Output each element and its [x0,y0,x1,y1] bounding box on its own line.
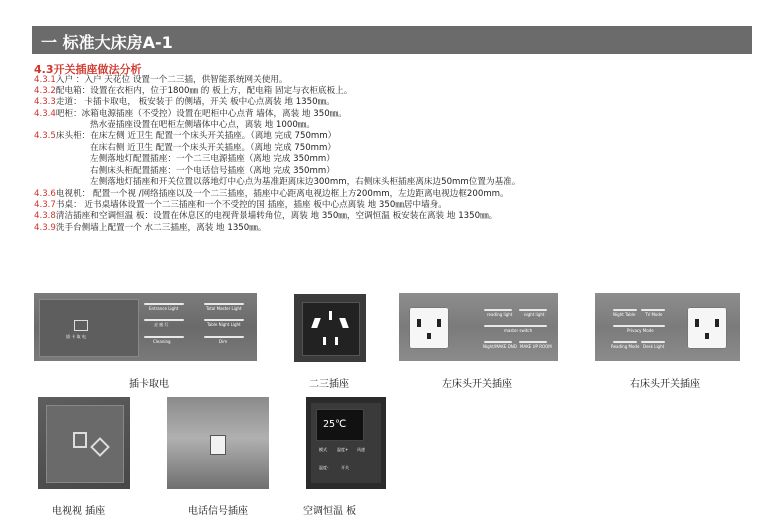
button-label: Cleaning [153,339,171,344]
spec-text: 右侧床头柜配置插座：一个电话信号插座（离地 完成 350mm） [90,166,335,176]
tv-socket-image [38,397,130,489]
thermostat-caption: 空调恒温 板 [303,506,357,517]
spec-line [90,154,335,165]
spec-line [34,223,266,234]
spec-number: 4.3.8 [34,211,56,221]
button-label: Entrance Light [149,306,179,311]
spec-number: 4.3.9 [34,223,56,233]
socket-hole [339,318,349,328]
card-power-caption: 插卡取电 [129,379,169,390]
spec-text: 在床右侧 近卫生 配置一个床头开关插座。（离地 完成 750mm） [90,143,337,153]
card-slot-area [39,299,139,357]
tv-socket-face [46,405,124,483]
button-label: Table Night Light [207,322,241,327]
spec-number: 4.3.3 [34,97,56,107]
socket-hole [715,319,719,327]
button-label: Reading Mode [611,344,640,349]
thermostat-button: 温度- [319,465,329,470]
universal-socket [409,307,449,349]
phone-port [210,435,226,455]
phone-socket-image [167,397,269,489]
spec-number: 4.3.4 [34,109,56,119]
section-title: 4.3开关插座做法分析 [34,63,142,76]
right-bed-panel-image [595,293,740,361]
spec-text: 清洁插座和空调恒温 板：设置在休息区的电视背景墙转角位，离装 地 350㎜，空调恒温 板安装在离装 地 1350㎜。 [55,211,498,221]
button-label: Dim [219,339,228,344]
button-label: night light [524,312,545,317]
socket-hole [323,337,326,345]
spec-line [90,166,335,177]
thermostat-button: 开关 [341,465,349,470]
spec-line [34,189,509,200]
spec-text: 洗手台侧墙上配置一个 水二三插座，离装 地 1350㎜。 [55,223,267,233]
phone-socket-caption: 电话信号插座 [188,506,248,517]
panel-button [613,309,637,311]
button-label: Total Master Light [206,306,242,311]
spec-text: 床头柜：在床左侧 近卫生 配置一个床头开关插座。（离地 完成 750mm） [55,131,337,141]
spec-line [34,97,335,108]
button-label: Night Table [613,312,636,317]
spec-line [34,200,447,211]
socket-hole [695,319,699,327]
socket-hole [427,333,431,339]
panel-button [144,336,184,338]
button-label: master switch [504,328,533,333]
button-label: MAKE UP ROOM [520,344,552,349]
button-label: Night/MAKE DND [483,344,517,349]
panel-button [204,319,244,321]
spec-number: 4.3.7 [34,200,56,210]
socket23-image [294,294,366,362]
spec-line [90,120,315,131]
spec-text: 电视机： 配置一个视 /网络插座以及一个二三插座，插座中心距离电视边框上方200mm，左边距离电视边框200mm。 [55,189,509,199]
socket-hole [437,319,441,327]
button-label: Privacy Mode [627,328,654,333]
socket23-caption: 二三插座 [309,379,349,390]
left-bed-caption: 左床头开关插座 [442,379,512,390]
thermostat-button: 温度+ [337,447,349,452]
spec-line [90,177,520,188]
panel-button [519,309,547,311]
left-bed-panel-image [399,293,558,361]
panel-button [641,341,665,343]
button-label: reading light [487,312,513,317]
spec-line [90,143,336,154]
spec-line [34,75,288,86]
card-slot-icon [74,320,88,331]
panel-button [484,341,512,343]
button-label: TV Mode [645,312,663,317]
thermostat-image [306,397,386,489]
socket-face [302,302,360,356]
spec-line [34,211,497,222]
spec-line [34,109,347,120]
socket-hole [335,337,338,345]
thermostat-button: 模式 [319,447,327,452]
button-label: Desk Light [643,344,665,349]
right-bed-caption: 右床头开关插座 [630,379,700,390]
spec-number: 4.3.6 [34,189,56,199]
panel-button [519,341,547,343]
panel-button [204,303,244,305]
spec-number: 4.3.1 [34,75,56,85]
panel-button [204,336,244,338]
panel-button [613,341,637,343]
network-port-icon [73,432,87,448]
spec-line [34,86,352,97]
tv-socket-caption: 电视视 插座 [52,506,106,517]
panel-button [484,309,512,311]
thermostat-face [311,403,381,483]
spec-text: 入户 ：入户 天花位 设置一个二三插，供智能系统网关使用。 [55,75,288,85]
spec-text: 书桌： 近书桌墙体设置一个二三插座和一个不受控的国 插座，插座 板中心点离装 地 350㎜居中墙身。 [55,200,447,210]
panel-button [613,325,665,327]
socket-hole [311,318,321,328]
spec-text: 热水壶插座设置在吧柜左侧墙体中心点，离装 地 1000㎜。 [90,120,315,130]
page-header [32,26,752,54]
panel-button [484,325,547,327]
spec-text: 吧柜：冰箱电源插座（不受控）设置在吧柜中心点背 墙体，离装 地 350㎜。 [55,109,347,119]
card-power-panel-image [34,293,257,361]
tv-port-icon [90,437,110,457]
panel-button [641,309,665,311]
spec-number: 4.3.2 [34,86,56,96]
spec-line [34,131,336,142]
card-slot-label: 插 卡 取 电 [66,334,86,339]
socket-hole [329,311,332,320]
universal-socket [687,307,727,349]
panel-button [144,303,184,305]
thermostat-button: 风速 [357,447,365,452]
spec-text: 左侧落地灯配置插座：一个二三电源插座（离地 完成 350mm） [90,154,335,164]
socket-hole [705,333,709,339]
spec-text: 走道： 卡插卡取电， 板安装于 的侧墙，开关 板中心点离装 地 1350㎜。 [55,97,335,107]
spec-text: 配电箱：设置在衣柜内，位于1800㎜ 的 板上方，配电箱 固定与衣柜底板上。 [55,86,353,96]
thermostat-display [316,409,364,441]
spec-text: 左侧落地灯插座和开关位置以落地灯中心点为基准距离床边300mm，右侧床头柜插座离床边50mm位置为基准。 [90,177,521,187]
panel-button [144,319,184,321]
page-title: 一 标准大床房A-1 [41,33,173,52]
socket-hole [417,319,421,327]
button-label: 走 廊 灯 [154,322,169,327]
spec-number: 4.3.5 [34,131,56,141]
temperature-readout: 25℃ [323,419,347,430]
